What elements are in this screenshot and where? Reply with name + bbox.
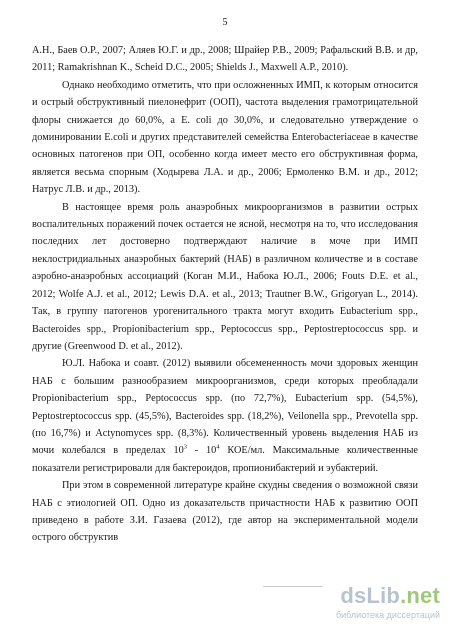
naboka-text-post: КОЕ/мл. Максимальные количественные показатели регистрировали для бактероидов, пропионибактерий и эубактерий. <box>32 445 418 474</box>
naboka-text-mid: - 10 <box>187 445 217 457</box>
paragraph-anaerobes-role: В настоящее время роль анаэробных микроорганизмов в развитии острых воспалительных поражений почек остается не ясной, несмотря на то, что исследования последних лет достоверно подтверждают наличие в моче при ИМП неклостридиальных анаэробных бактерий (НАБ) в различном количестве и в составе аэробно-анаэробных ассоциаций (Коган М.И., Набока Ю.Л., 2006; Fouts D.E. et al., 2012; Wolfe A.J. et al., 2012; Lewis D.A. et al., 2013; Trautner B.W., Grigoryan L., 2014). Так, в группу патогенов урогенитального тракта могут входить Eubacterium spp., Bacteroides spp., Propionibacterium spp., Peptococcus spp., Peptostreptococcus spp. и другие (Greenwood D. et al., 2012). <box>32 201 418 352</box>
exponent-upper: 4 <box>216 443 220 451</box>
dslib-brand-main: dsLib <box>340 583 401 608</box>
naboka-text-pre: Ю.Л. Набока и соавт. (2012) выявили обсемененность мочи здоровых женщин НАБ с большим разнообразием микроорганизмов, среди которых преобладали Propionibacterium spp., Peptococcus spp. (по 72,7%), Eubacterium spp. (54,5%), Peptostreptococcus spp. (45,5%), Bacteroides spp. (18,2%), Veilonella spp., Prevotella spp. (по 16,7%) и Actynomyces spp. (8,3%). Количественный уровень выделения НАБ из мочи колебался в пределах 10 <box>32 358 418 457</box>
page-number: 5 <box>222 17 228 28</box>
paragraph-citation-continuation: А.Н., Баев О.Р., 2007; Аляев Ю.Г. и др., 2008; Шрайер Р.В., 2009; Рафальский В.В. и др, 2011; Ramakrishnan K., Scheid D.C., 2005; Shields J., Maxwell A.P., 2010). <box>32 45 418 74</box>
dslib-brand-tld: .net <box>400 583 440 608</box>
paragraph-literature-scarcity: При этом в современной литературе крайне скудны сведения о возможной связи НАБ с этиологией ОП. Одно из доказательств причастности НАБ к развитию ООП приведено в работе З.И. Газаева (2012), где автор на экспериментальной модели острого обструктив <box>32 480 418 544</box>
page-footer-line <box>263 586 323 587</box>
dslib-brand <box>340 583 440 609</box>
document-body <box>32 42 418 547</box>
dslib-watermark-logo <box>335 583 444 633</box>
paragraph-naboka-study <box>32 355 418 477</box>
dslib-tagline: библиотека диссертаций <box>335 610 440 620</box>
paragraph-complicated-uti: Однако необходимо отметить, что при осложненных ИМП, к которым относится и острый обструктивный пиелонефрит (ООП), частота выделения грамотрицательной флоры снижается до 60,0%, а E. coli до 30,0%, и следовательно утверждение о доминировании E.coli и других представителей семейства Enterobacteriaceae в качестве основных патогенов при ОП, особенно когда имеет место его обструктивная форма, является весьма спорным (Ходырева Л.А. и др., 2006; Ермоленко В.М. и др., 2012; Натрус Л.В. и др., 2013). <box>32 79 418 196</box>
exponent-lower: 3 <box>183 443 187 451</box>
